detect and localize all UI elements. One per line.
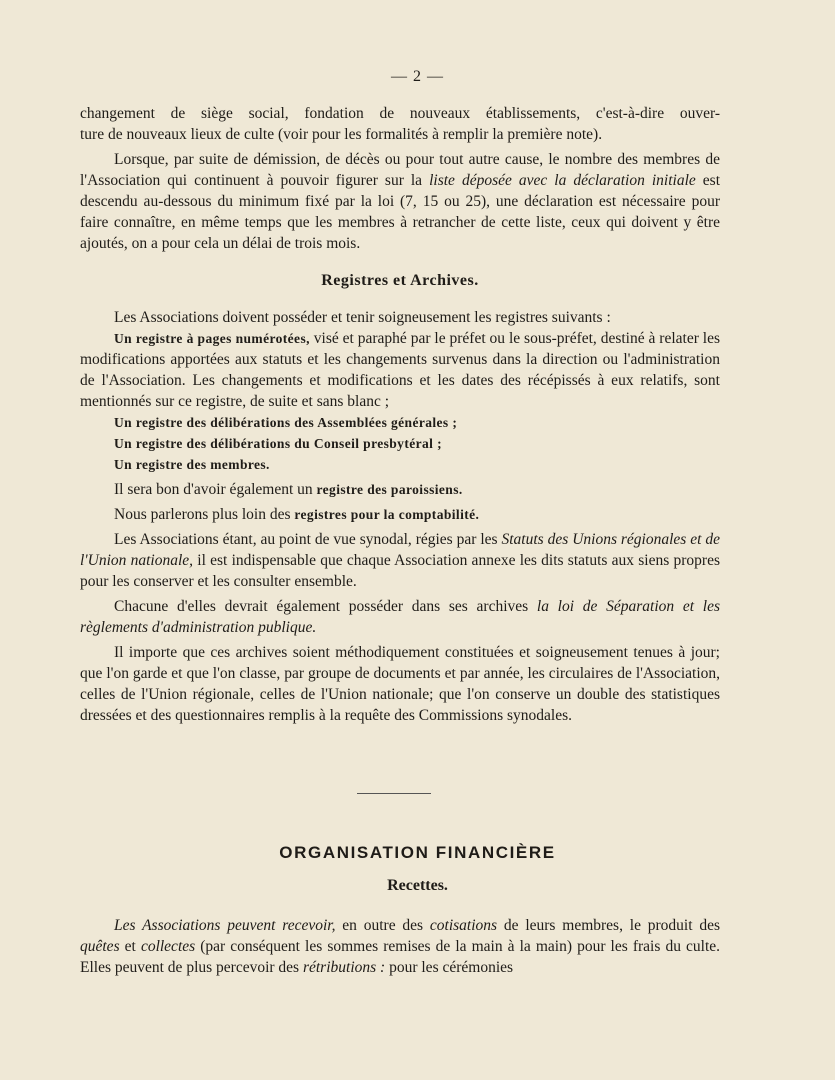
paragraph-recettes: Les Associations peuvent recevoir, en outre des cotisations de leurs membres, le produit des quêtes et collectes (par conséquent les sommes remises de la main à la main) pour les frais du culte. Elles peuvent de plus percevoir des rétributions : pour les cérémonies — [80, 917, 721, 976]
paragraph-paroissiens: Il sera bon d'avoir également un registre des paroissiens. — [114, 481, 463, 498]
registre-pages-numerotees: Un registre à pages numérotées, visé et paraphé par le préfet ou le sous-préfet, destiné à relater les modifications apportées aux statuts et les changements survenus dans la direction ou l'administration de l'Association. Les changements et modifications et les dates des récépissés à eux relatifs, sont mentionnés sur ce registre, de suite et sans blanc ; — [80, 330, 720, 410]
registres-section — [80, 270, 720, 726]
paragraph-statuts: Les Associations étant, au point de vue synodal, régies par les Statuts des Unions régionales et de l'Union nationale, il est indispensable que chaque Association annexe les dits statuts aux siens propres pour les conserver et les consulter ensemble. — [80, 531, 721, 590]
intro-line-2: ture de nouveaux lieux de culte (voir pour les formalités à remplir la première note). — [80, 126, 603, 143]
emphasis-liste: liste déposée avec la déclaration initiale — [429, 172, 696, 189]
heading-organisation-financiere: ORGANISATION FINANCIÈRE — [279, 843, 556, 862]
subheading-recettes: Recettes. — [387, 877, 448, 894]
recettes-block — [80, 915, 720, 978]
registre-membres: Un registre des membres. — [114, 457, 270, 472]
paragraph-loi-separation: Chacune d'elles devrait également posséder dans ses archives la loi de Séparation et les règlements d'administration publique. — [80, 598, 720, 636]
section-heading-registres: Registres et Archives. — [321, 272, 479, 289]
intro-line-1: changement de siège social, fondation de nouveaux établissements, c'est-à-dire ouver- — [80, 105, 720, 122]
section-divider — [357, 793, 431, 794]
registres-intro: Les Associations doivent posséder et tenir soigneusement les registres suivants : — [114, 309, 611, 326]
registre-conseil: Un registre des délibérations du Conseil presbytéral ; — [114, 436, 442, 451]
paragraph-membres: Lorsque, par suite de démission, de décès ou pour tout autre cause, le nombre des membres de l'Association qui continuent à pouvoir figurer sur la liste déposée avec la déclaration initiale est descendu au-dessous du minimum fixé par la loi (7, 15 ou 25), une déclaration est nécessaire pour faire connaître, en même temps que les membres à retrancher de cette liste, ceux qui doivent y être ajoutés, on a pour cela un délai de trois mois. — [80, 151, 721, 252]
paragraph-comptabilite: Nous parlerons plus loin des registres pour la comptabilité. — [114, 506, 480, 523]
registre-assemblees: Un registre des délibérations des Assemblées générales ; — [114, 415, 458, 430]
page-number: — 2 — — [391, 68, 444, 85]
paragraph-archives: Il importe que ces archives soient méthodiquement constituées et soigneusement tenues à jour; que l'on garde et que l'on classe, par groupe de documents et par année, les circulaires de l'Association, celles de l'Union régionale, celles de l'Union nationale; que l'on conserve un double des statistiques dressées et des questionnaires remplis à la requête des Commissions synodales. — [80, 644, 720, 724]
intro-block — [80, 103, 720, 254]
